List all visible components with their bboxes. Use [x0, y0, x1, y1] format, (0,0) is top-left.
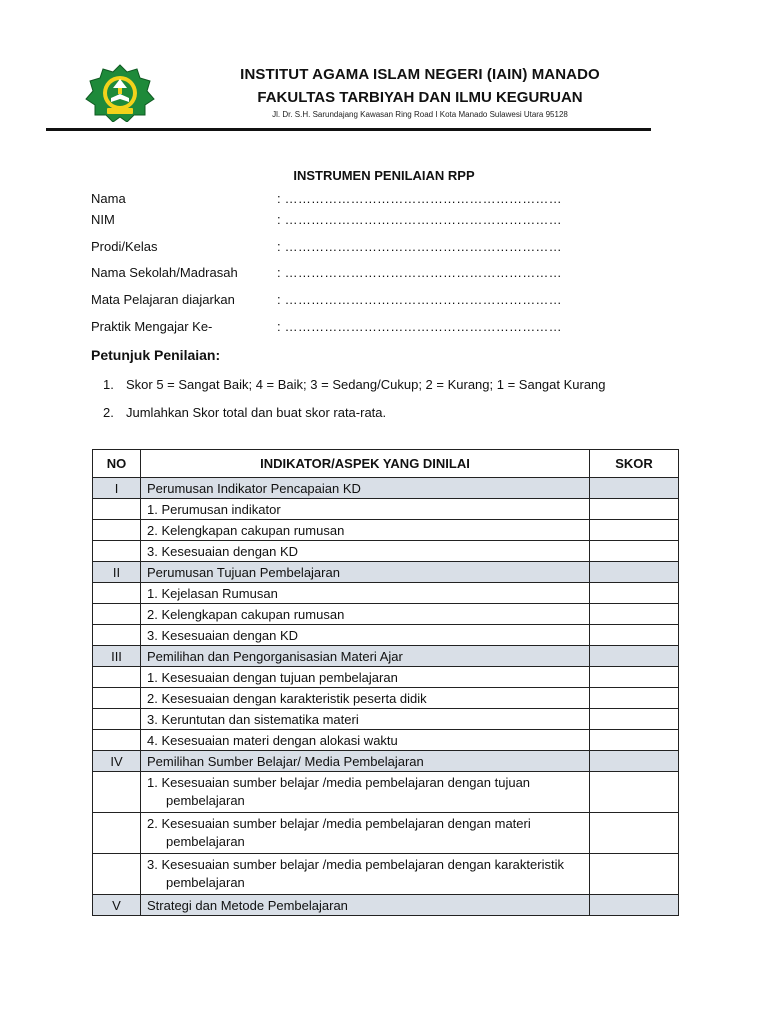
- row-indicator: 3. Kesesuaian dengan KD: [141, 541, 590, 562]
- column-header-no: NO: [93, 450, 141, 478]
- institution-name: INSTITUT AGAMA ISLAM NEGERI (IAIN) MANADO: [240, 66, 600, 83]
- table-header-row: [93, 450, 679, 478]
- score-cell[interactable]: [590, 520, 679, 541]
- table-row: [93, 499, 679, 520]
- score-cell[interactable]: [590, 625, 679, 646]
- row-number: [93, 520, 141, 541]
- row-number: IV: [93, 751, 141, 772]
- field-label-mapel: Mata Pelajaran diajarkan: [91, 292, 235, 307]
- row-number: [93, 583, 141, 604]
- table-row: [93, 604, 679, 625]
- row-indicator: Pemilihan Sumber Belajar/ Media Pembelajaran: [141, 751, 590, 772]
- row-number: [93, 541, 141, 562]
- score-cell[interactable]: [590, 709, 679, 730]
- row-indicator: 3. Kesesuaian dengan KD: [141, 625, 590, 646]
- row-indicator: 2. Kelengkapan cakupan rumusan: [141, 520, 590, 541]
- row-indicator: 2. Kesesuaian dengan karakteristik peserta didik: [141, 688, 590, 709]
- row-indicator: 1. Perumusan indikator: [141, 499, 590, 520]
- table-section-row: [93, 646, 679, 667]
- row-indicator: Perumusan Indikator Pencapaian KD: [141, 478, 590, 499]
- field-label-sekolah: Nama Sekolah/Madrasah: [91, 265, 238, 280]
- field-label-nim: NIM: [91, 212, 115, 227]
- row-indicator: [141, 772, 590, 813]
- row-indicator: 1. Kejelasan Rumusan: [141, 583, 590, 604]
- score-cell[interactable]: [590, 667, 679, 688]
- column-header-indicator: INDIKATOR/ASPEK YANG DINILAI: [141, 450, 590, 478]
- row-indicator: 4. Kesesuaian materi dengan alokasi waktu: [141, 730, 590, 751]
- table-row: [93, 583, 679, 604]
- row-indicator: Perumusan Tujuan Pembelajaran: [141, 562, 590, 583]
- table-section-row: [93, 895, 679, 916]
- row-indicator-text: 3. Kesesuaian sumber belajar /media pembelajaran dengan karakteristik pembelajaran: [147, 857, 564, 890]
- instruction-text: Skor 5 = Sangat Baik; 4 = Baik; 3 = Sedang/Cukup; 2 = Kurang; 1 = Sangat Kurang: [126, 377, 606, 392]
- table-section-row: [93, 562, 679, 583]
- score-cell[interactable]: [590, 854, 679, 895]
- institution-address: Jl. Dr. S.H. Sarundajang Kawasan Ring Road I Kota Manado Sulawesi Utara 95128: [272, 110, 568, 119]
- score-cell[interactable]: [590, 688, 679, 709]
- instruction-item: [103, 405, 386, 420]
- assessment-table: [92, 449, 679, 916]
- field-label-praktik: Praktik Mengajar Ke-: [91, 319, 213, 334]
- score-cell[interactable]: [590, 541, 679, 562]
- table-row: [93, 854, 679, 895]
- table-row: [93, 709, 679, 730]
- table-row: [93, 772, 679, 813]
- instruction-number: 1.: [103, 377, 114, 392]
- field-blank-nim: : ………………………………………………………: [277, 212, 562, 227]
- table-row: [93, 730, 679, 751]
- row-indicator-text: 1. Kesesuaian sumber belajar /media pembelajaran dengan tujuan pembelajaran: [147, 775, 531, 808]
- row-number: [93, 854, 141, 895]
- score-cell[interactable]: [590, 604, 679, 625]
- row-indicator: [141, 854, 590, 895]
- row-number: I: [93, 478, 141, 499]
- table-row: [93, 625, 679, 646]
- instruction-number: 2.: [103, 405, 114, 420]
- row-indicator: 2. Kelengkapan cakupan rumusan: [141, 604, 590, 625]
- document-title: INSTRUMEN PENILAIAN RPP: [293, 168, 475, 183]
- row-number: V: [93, 895, 141, 916]
- table-row: [93, 541, 679, 562]
- table-section-row: [93, 478, 679, 499]
- row-number: II: [93, 562, 141, 583]
- row-indicator-text: 2. Kesesuaian sumber belajar /media pembelajaran dengan materi pembelajaran: [147, 816, 531, 849]
- field-label-nama: Nama: [91, 191, 126, 206]
- row-number: [93, 667, 141, 688]
- table-row: [93, 813, 679, 854]
- score-cell[interactable]: [590, 583, 679, 604]
- iain-manado-emblem-icon: [85, 64, 155, 122]
- row-number: [93, 813, 141, 854]
- field-blank-praktik: : ………………………………………………………: [277, 319, 562, 334]
- row-number: [93, 688, 141, 709]
- instructions-heading: Petunjuk Penilaian:: [91, 347, 221, 363]
- table-section-row: [93, 751, 679, 772]
- field-blank-sekolah: : ………………………………………………………: [277, 265, 562, 280]
- field-blank-mapel: : ………………………………………………………: [277, 292, 562, 307]
- table-row: [93, 520, 679, 541]
- header-divider: [46, 128, 651, 131]
- row-number: [93, 625, 141, 646]
- score-cell[interactable]: [590, 772, 679, 813]
- field-blank-prodi: : ………………………………………………………: [277, 239, 562, 254]
- row-number: [93, 730, 141, 751]
- row-indicator: [141, 813, 590, 854]
- row-indicator: Pemilihan dan Pengorganisasian Materi Ajar: [141, 646, 590, 667]
- score-cell[interactable]: [590, 813, 679, 854]
- table-row: [93, 667, 679, 688]
- score-cell[interactable]: [590, 751, 679, 772]
- score-cell[interactable]: [590, 562, 679, 583]
- row-indicator: 1. Kesesuaian dengan tujuan pembelajaran: [141, 667, 590, 688]
- field-label-prodi: Prodi/Kelas: [91, 239, 158, 254]
- faculty-name: FAKULTAS TARBIYAH DAN ILMU KEGURUAN: [257, 89, 583, 106]
- score-cell[interactable]: [590, 895, 679, 916]
- row-indicator: Strategi dan Metode Pembelajaran: [141, 895, 590, 916]
- row-number: [93, 499, 141, 520]
- row-number: [93, 604, 141, 625]
- field-blank-nama: : ………………………………………………………: [277, 191, 562, 206]
- instruction-item: [103, 377, 606, 392]
- score-cell[interactable]: [590, 646, 679, 667]
- row-number: [93, 709, 141, 730]
- score-cell[interactable]: [590, 499, 679, 520]
- score-cell[interactable]: [590, 478, 679, 499]
- score-cell[interactable]: [590, 730, 679, 751]
- row-number: III: [93, 646, 141, 667]
- column-header-score: SKOR: [590, 450, 679, 478]
- row-number: [93, 772, 141, 813]
- row-indicator: 3. Keruntutan dan sistematika materi: [141, 709, 590, 730]
- table-row: [93, 688, 679, 709]
- instruction-text: Jumlahkan Skor total dan buat skor rata-rata.: [126, 405, 387, 420]
